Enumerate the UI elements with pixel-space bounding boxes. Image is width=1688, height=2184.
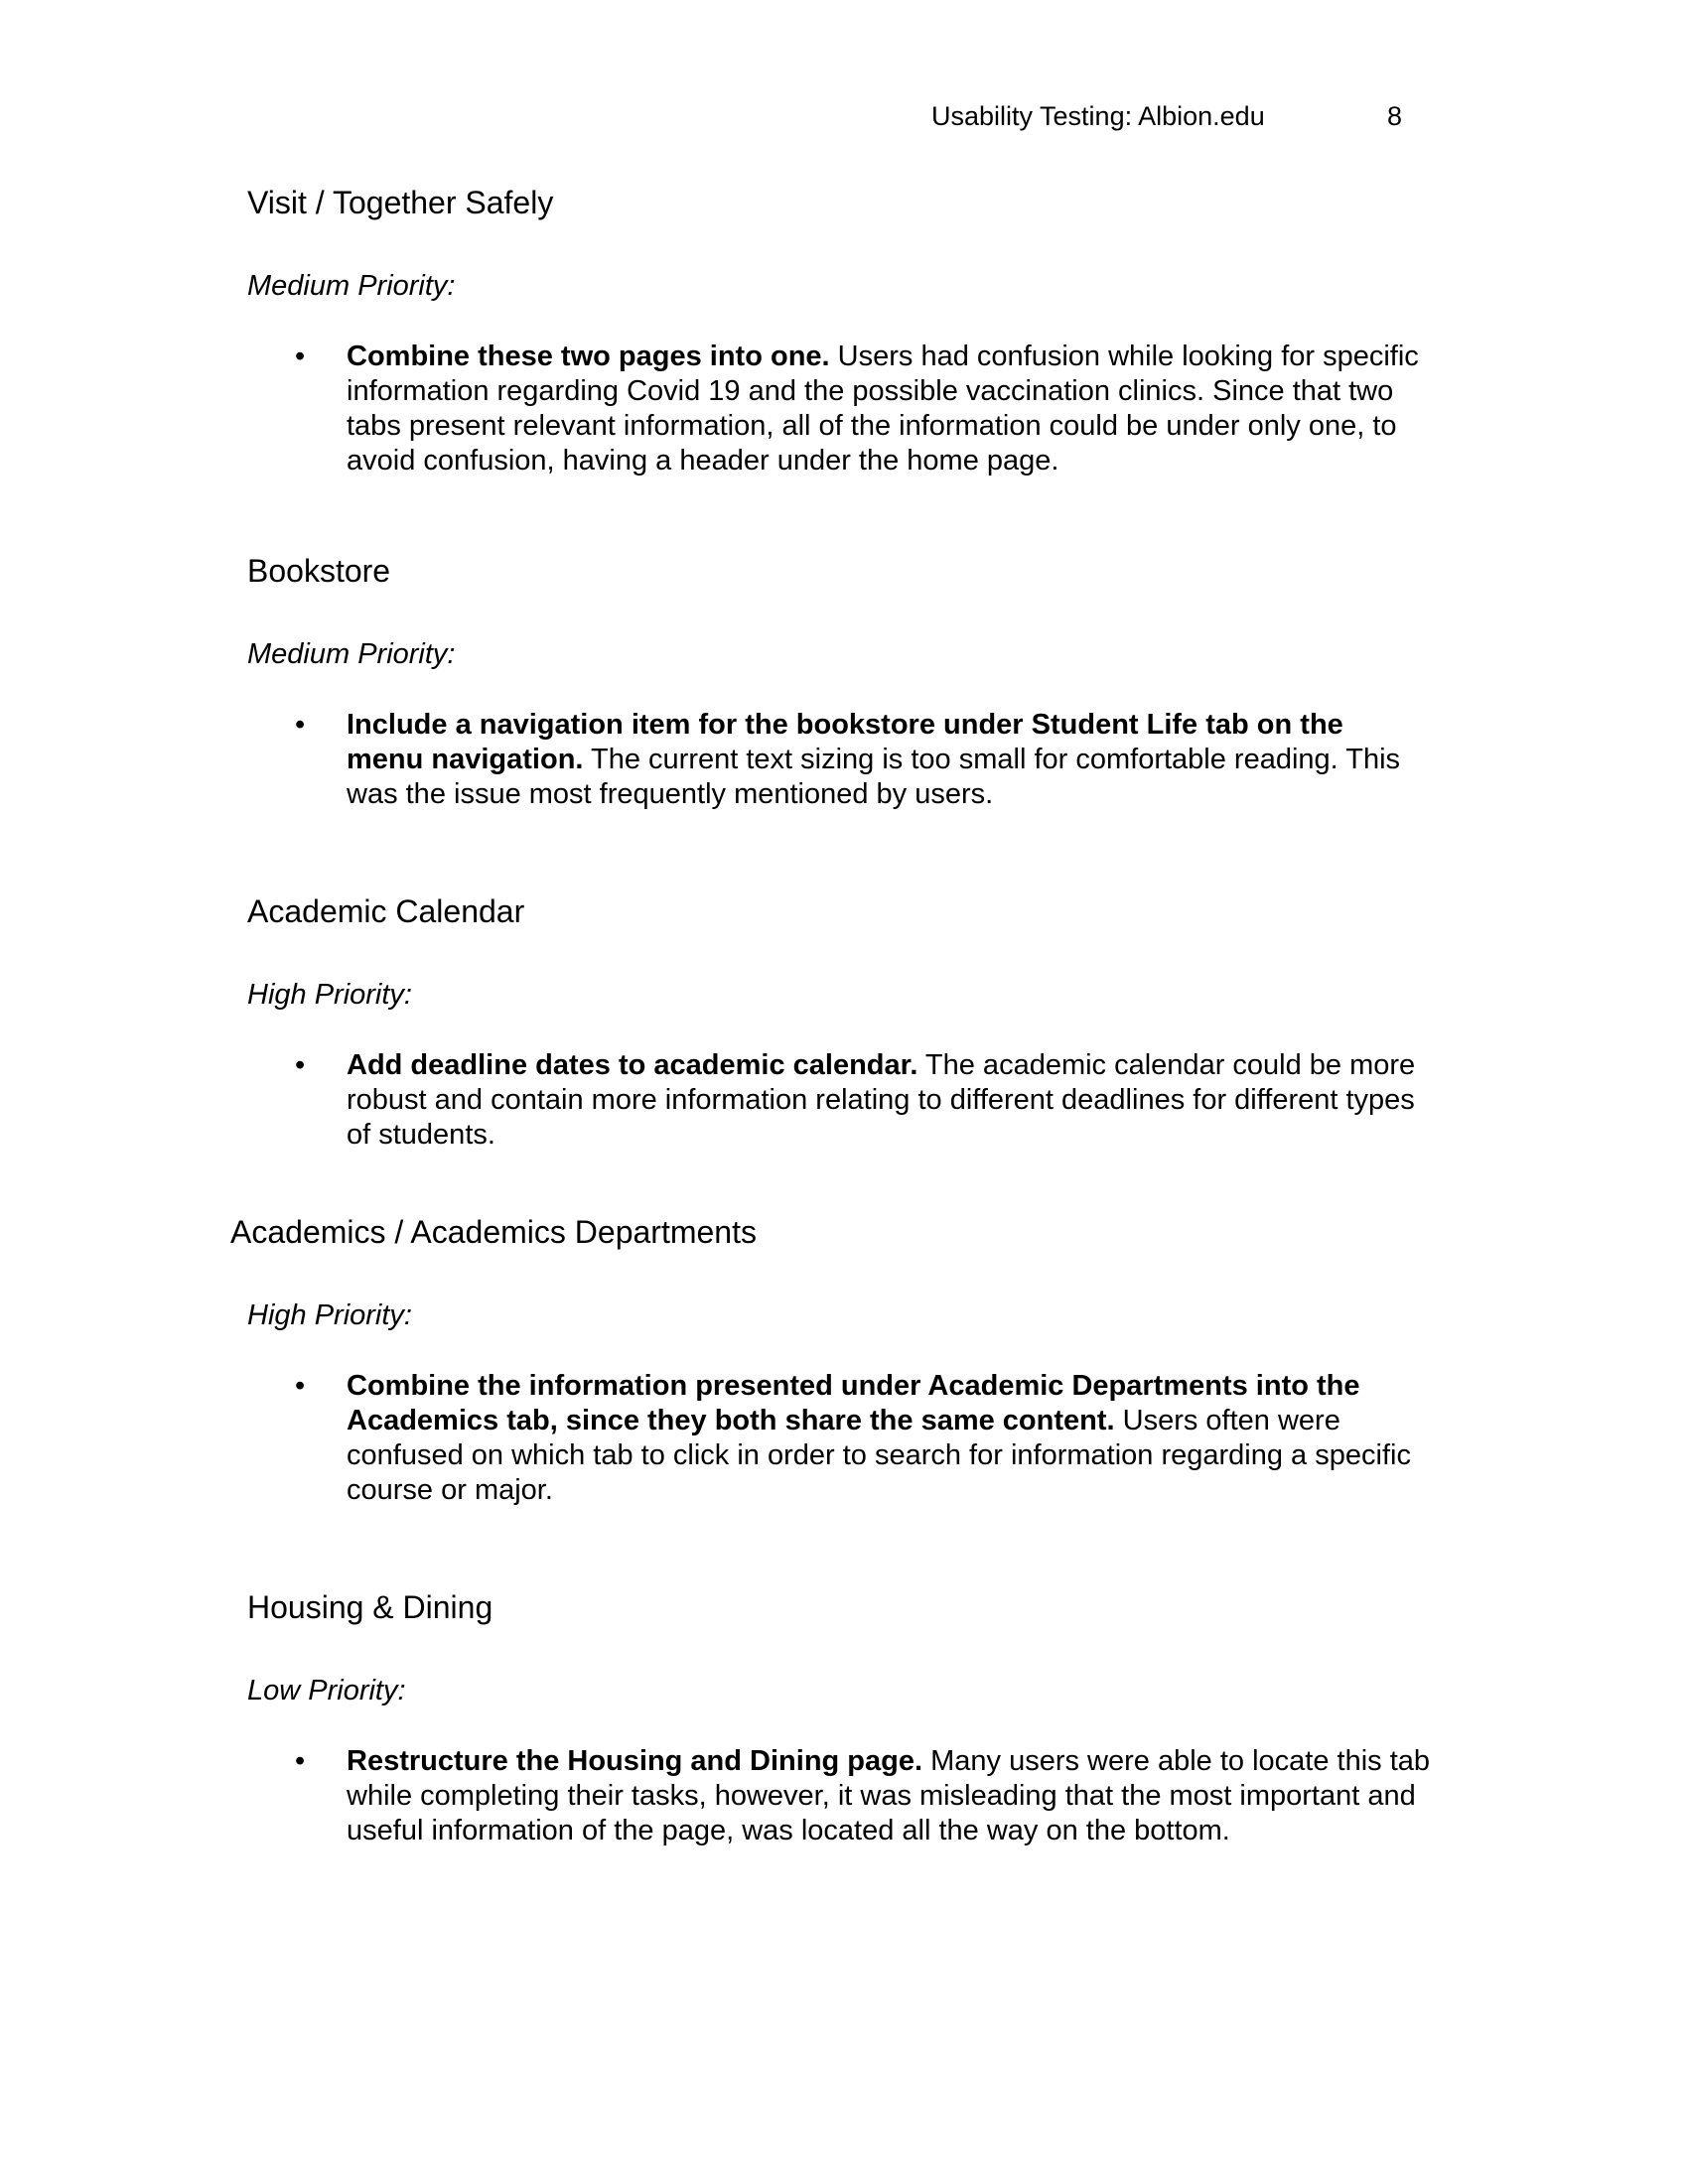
- priority-label: High Priority:: [247, 979, 412, 1011]
- section-heading: Housing & Dining: [247, 1589, 493, 1625]
- bullet-body-text: Users had confusion while looking for specific information regarding Covid 19 and the possible vaccination clinics. Since that two tabs present relevant information, all of the information could be under only one, to avoid confusion, having a header under the home page.: [347, 341, 1419, 477]
- section-heading: Bookstore: [247, 553, 391, 589]
- bullet-text: [347, 708, 1409, 812]
- priority-label: High Priority:: [247, 1299, 412, 1331]
- bullet-icon: •: [295, 1745, 306, 1777]
- bullet-bold-text: Restructure the Housing and Dining page.: [347, 1745, 923, 1777]
- header-title: Usability Testing: Albion.edu: [931, 101, 1265, 131]
- page-number: 8: [1387, 101, 1403, 131]
- bullet-body-text: The academic calendar could be more robust and contain more information relating to different deadlines for different types of students.: [347, 1049, 1416, 1151]
- bullet-body-text: The current text sizing is too small for comfortable reading. This was the issue most frequently mentioned by users.: [347, 744, 1401, 810]
- bullet-icon: •: [295, 341, 306, 372]
- section-heading: Visit / Together Safely: [247, 185, 554, 220]
- section-heading: Academic Calendar: [247, 893, 525, 929]
- priority-label: Medium Priority:: [247, 270, 456, 302]
- bullet-bold-text: Combine these two pages into one.: [347, 341, 830, 372]
- bullet-text: [347, 1744, 1439, 1848]
- bullet-bold-text: Combine the information presented under Academic Departments into the Academics tab, since they both share the same content.: [347, 1370, 1360, 1436]
- bullet-bold-text: Add deadline dates to academic calendar.: [347, 1049, 918, 1081]
- bullet-icon: •: [295, 1049, 306, 1081]
- bullet-text: [347, 1369, 1439, 1508]
- priority-label: Medium Priority:: [247, 638, 456, 670]
- bullet-bold-text: Include a navigation item for the bookstore under Student Life tab on the menu navigation.: [347, 709, 1343, 775]
- bullet-body-text: Many users were able to locate this tab while completing their tasks, however, it was misleading that the most important and useful information of the page, was located all the way on the bottom.: [347, 1745, 1431, 1846]
- bullet-icon: •: [295, 709, 306, 741]
- bullet-icon: •: [295, 1370, 306, 1402]
- page-header: [0, 96, 1688, 136]
- bullet-body-text: Users often were confused on which tab to click in order to search for information regarding a specific course or major.: [347, 1405, 1411, 1506]
- bullet-text: [347, 340, 1439, 478]
- bullet-text: [347, 1048, 1439, 1153]
- section-heading: Academics / Academics Departments: [230, 1214, 757, 1250]
- priority-label: Low Priority:: [247, 1675, 406, 1706]
